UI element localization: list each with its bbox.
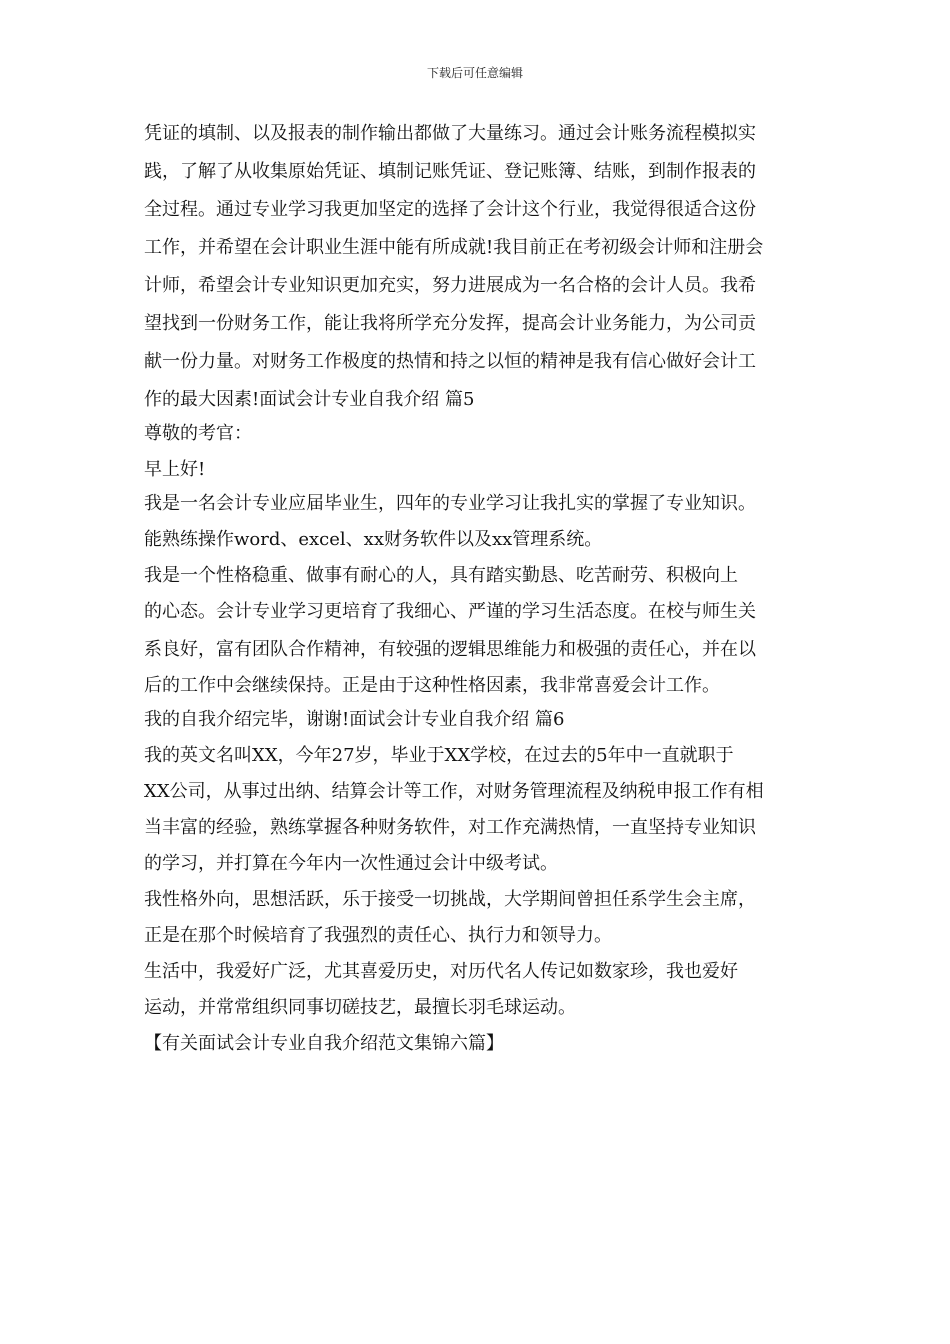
text-line: 能熟练操作word、excel、xx财务软件以及xx管理系统。 [144,529,603,550]
text-line: 系良好，富有团队合作精神，有较强的逻辑思维能力和极强的责任心，并在以 [144,639,756,660]
text-line: 工作，并希望在会计职业生涯中能有所成就!我目前正在考初级会计师和注册会 [144,237,764,258]
page-header: 下载后可任意编辑 [426,66,523,80]
text-line: 计师，希望会计专业知识更加充实，努力进展成为一名合格的会计人员。我希 [144,275,756,296]
text-line: 全过程。通过专业学习我更加坚定的选择了会计这个行业，我觉得很适合这份 [144,199,756,220]
text-line: 后的工作中会继续保持。正是由于这种性格因素，我非常喜爱会计工作。 [144,675,720,696]
text-line: 运动，并常常组织同事切磋技艺，最擅长羽毛球运动。 [144,997,576,1018]
text-line: 的心态。会计专业学习更培育了我细心、严谨的学习生活态度。在校与师生关 [144,601,756,622]
text-line: 正是在那个时候培育了我强烈的责任心、执行力和领导力。 [144,925,612,946]
text-line: 生活中，我爱好广泛，尤其喜爱历史，对历代名人传记如数家珍，我也爱好 [144,961,738,982]
text-line: 当丰富的经验，熟练掌握各种财务软件，对工作充满热情，一直坚持专业知识 [144,817,756,838]
collection-title: 【有关面试会计专业自我介绍范文集锦六篇】 [144,1033,504,1054]
text-line: 践，了解了从收集原始凭证、填制记账凭证、登记账簿、结账，到制作报表的 [144,161,756,182]
section-heading-6: 我的自我介绍完毕，谢谢!面试会计专业自我介绍 篇6 [144,709,565,730]
salutation: 尊敬的考官： [144,423,252,444]
section-heading-5: 作的最大因素!面试会计专业自我介绍 篇5 [144,389,475,410]
text-line: XX公司，从事过出纳、结算会计等工作，对财务管理流程及纳税申报工作有相 [144,781,764,802]
text-line: 我性格外向，思想活跃，乐于接受一切挑战，大学期间曾担任系学生会主席， [144,889,756,910]
text-line: 的学习，并打算在今年内一次性通过会计中级考试。 [144,853,558,874]
text-line: 望找到一份财务工作，能让我将所学充分发挥，提高会计业务能力，为公司贡 [144,313,756,334]
greeting: 早上好! [144,459,206,480]
text-line: 我的英文名叫XX，今年27岁，毕业于XX学校，在过去的5年中一直就职于 [144,745,734,766]
text-line: 凭证的填制、以及报表的制作输出都做了大量练习。通过会计账务流程模拟实 [144,123,756,144]
text-line: 我是一名会计专业应届毕业生，四年的专业学习让我扎实的掌握了专业知识。 [144,493,756,514]
text-line: 献一份力量。对财务工作极度的热情和持之以恒的精神是我有信心做好会计工 [144,351,756,372]
text-line: 我是一个性格稳重、做事有耐心的人，具有踏实勤恳、吃苦耐劳、积极向上 [144,565,738,586]
